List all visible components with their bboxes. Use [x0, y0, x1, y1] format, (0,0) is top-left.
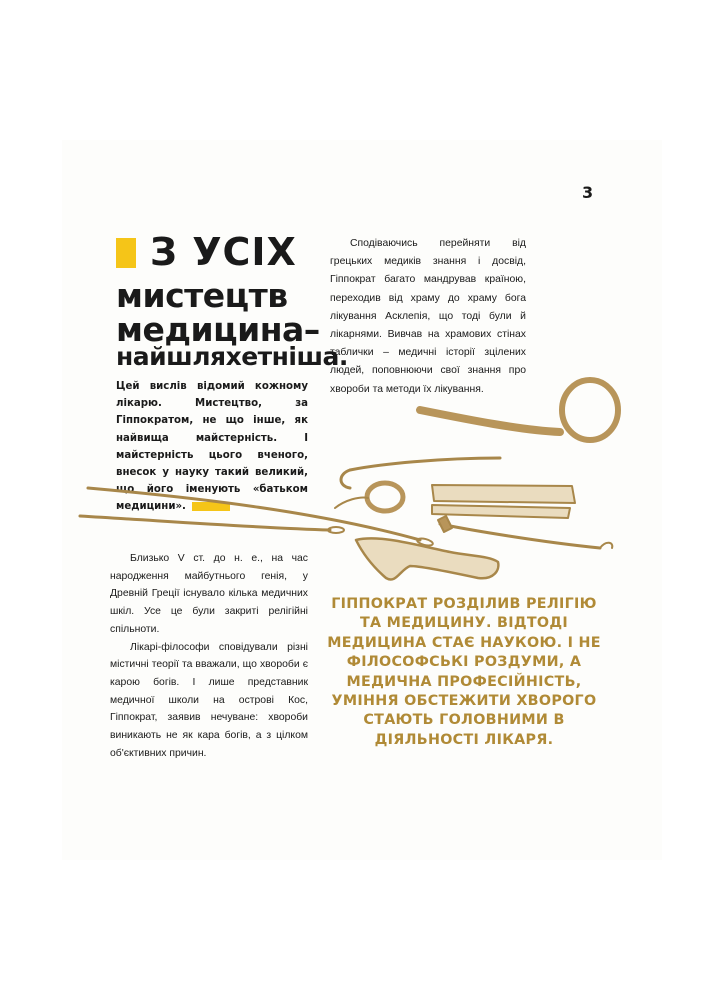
page-number: 3 — [582, 183, 594, 202]
spatula-icon — [432, 485, 575, 518]
left-column-paragraph-1: Близько V ст. до н. е., на час народження майбутнього генія, у Древній Греції існувало кілька медичних шкіл. Усе це були закриті релігійні спільноти. — [110, 553, 308, 635]
probe-2-icon — [80, 516, 344, 533]
ring-instrument-icon — [420, 380, 618, 440]
left-column-paragraph-2: Лікарі-філософи сповідували різні містичні теорії та вважали, що хвороби є карою богів. І лише представник медичної школи на острові Кос, Гіппократ, заявив нечуване: хвороби виникають не як кара богів, а з цілком об'єктивних причин. — [110, 641, 308, 759]
title-line-3: медицина– — [116, 310, 320, 349]
intro-text: Цей вислів відомий кожному лікарю. Мистецтво, за Гіппократом, не що інше, як найвища майстерність. І майстерність цього вченого, внесок у науку такий великий, що його іменують «батьком медицини». — [116, 381, 308, 513]
right-column-paragraph: Сподіваючись перейняти від грецьких медиків знання і досвід, Гіппократ багато мандрував країною, переходив від храму до храму бога лікування Асклепія, що тоді були й лікарнями. Вивчав на храмових стінах таблички – медичні історії зцілених людей, поповнюючи свої знання про хвороби та методи їх лікування. — [330, 238, 526, 395]
rod-instrument-icon — [438, 516, 612, 548]
title-line-2: мистецтв — [116, 276, 288, 315]
pull-quote: ГІППОКРАТ РОЗДІЛИВ РЕЛІГІЮ ТА МЕДИЦИНУ. ВІДТОДІ МЕДИЦИНА СТАЄ НАУКОЮ. І НЕ ФІЛОСОФСЬКІ РОЗДУМИ, А МЕДИЧНА ПРОФЕСІЙНІСТЬ, УМІННЯ ОБСТЕЖИТИ ХВОРОГО СТАЮТЬ ГОЛОВНИМИ В ДІЯЛЬНОСТІ ЛІКАРЯ. — [327, 596, 601, 748]
title-line-4: найшляхетніша. — [116, 342, 348, 371]
hook-icon — [341, 458, 500, 488]
title-line-1: З УСІХ — [150, 230, 297, 274]
